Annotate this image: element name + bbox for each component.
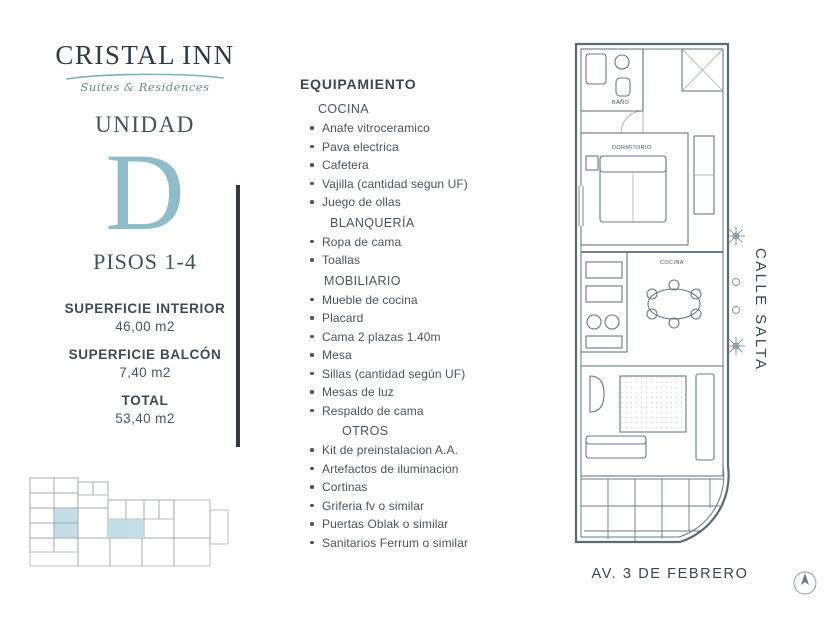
list-item: Anafe vitroceramico xyxy=(308,119,535,138)
equipment-group-cocina xyxy=(308,119,535,212)
list-item: Sillas (cantidad según UF) xyxy=(308,365,535,384)
compass-icon xyxy=(790,568,820,598)
plant-icon xyxy=(727,227,745,355)
list-item: Cortinas xyxy=(308,478,535,497)
list-item: Cafetera xyxy=(308,156,535,175)
area-title-balcony: SUPERFICIE BALCÓN xyxy=(68,346,222,362)
list-item: Artefactos de iluminacion xyxy=(308,460,535,479)
key-plan-diagram xyxy=(24,470,234,575)
list-item: Ropa de cama xyxy=(308,233,535,252)
brand-name-part2: INN xyxy=(182,40,235,70)
unit-floors: PISOS 1-4 xyxy=(93,248,197,274)
list-item: Mesa xyxy=(308,346,535,365)
equipment-group-title-otros: OTROS xyxy=(342,424,389,438)
list-item: Puertas Oblak o similar xyxy=(308,515,535,534)
equipment-group-blanqueria xyxy=(308,233,535,270)
list-item: Cama 2 plazas 1.40m xyxy=(308,328,535,347)
list-item: Kit de preinstalacion A.A. xyxy=(308,441,535,460)
area-title-total: TOTAL xyxy=(121,392,169,408)
equipment-group-title-cocina: COCINA xyxy=(318,102,370,116)
equipment-group-title-mobiliario: MOBILIARIO xyxy=(324,273,401,288)
plan-room-label-bano: BAÑO xyxy=(612,100,630,106)
list-item: Toallas xyxy=(308,251,535,270)
list-item: Respaldo de cama xyxy=(308,402,535,421)
equipment-panel xyxy=(300,76,535,552)
list-item: Placard xyxy=(308,309,535,328)
list-item: Juego de ollas xyxy=(308,193,535,212)
list-item: Sanitarios Ferrum o similar xyxy=(308,534,535,553)
equipment-group-title-blanqueria: BLANQUERÍA xyxy=(330,215,415,230)
plan-room-label-dormitorio: DORMITORIO xyxy=(612,145,652,151)
area-value-total: 53,40 m2 xyxy=(115,410,175,426)
areas-list xyxy=(30,301,260,426)
list-item: Pava electrica xyxy=(308,138,535,157)
list-item: Vajilla (cantidad segun UF) xyxy=(308,175,535,194)
list-item: Mueble de cocina xyxy=(308,291,535,310)
street-label-bottom: AV. 3 DE FEBRERO xyxy=(591,566,749,582)
equipment-title: EQUIPAMIENTO xyxy=(300,76,417,92)
unit-floor-plan xyxy=(560,36,810,596)
brand-tagline: Suites & Residences xyxy=(80,80,210,94)
street-label-right: CALLE SALTA xyxy=(752,248,769,372)
plan-room-label-cocina: COCINA xyxy=(660,260,684,266)
area-title-interior: SUPERFICIE INTERIOR xyxy=(64,300,226,316)
vertical-divider xyxy=(236,185,240,447)
list-item: Mesas de luz xyxy=(308,383,535,402)
unit-label: UNIDAD xyxy=(95,112,195,137)
list-item: Griferia fv o similar xyxy=(308,497,535,516)
area-value-interior: 46,00 m2 xyxy=(115,318,175,334)
equipment-group-mobiliario xyxy=(308,291,535,421)
brand-name xyxy=(30,40,260,71)
brand-name-part1: CRISTAL xyxy=(55,40,177,70)
unit-letter: D xyxy=(105,131,185,253)
area-value-balcony: 7,40 m2 xyxy=(119,364,171,380)
brand-logo xyxy=(30,40,260,94)
unit-summary-panel xyxy=(30,40,260,439)
equipment-group-otros xyxy=(308,441,535,552)
